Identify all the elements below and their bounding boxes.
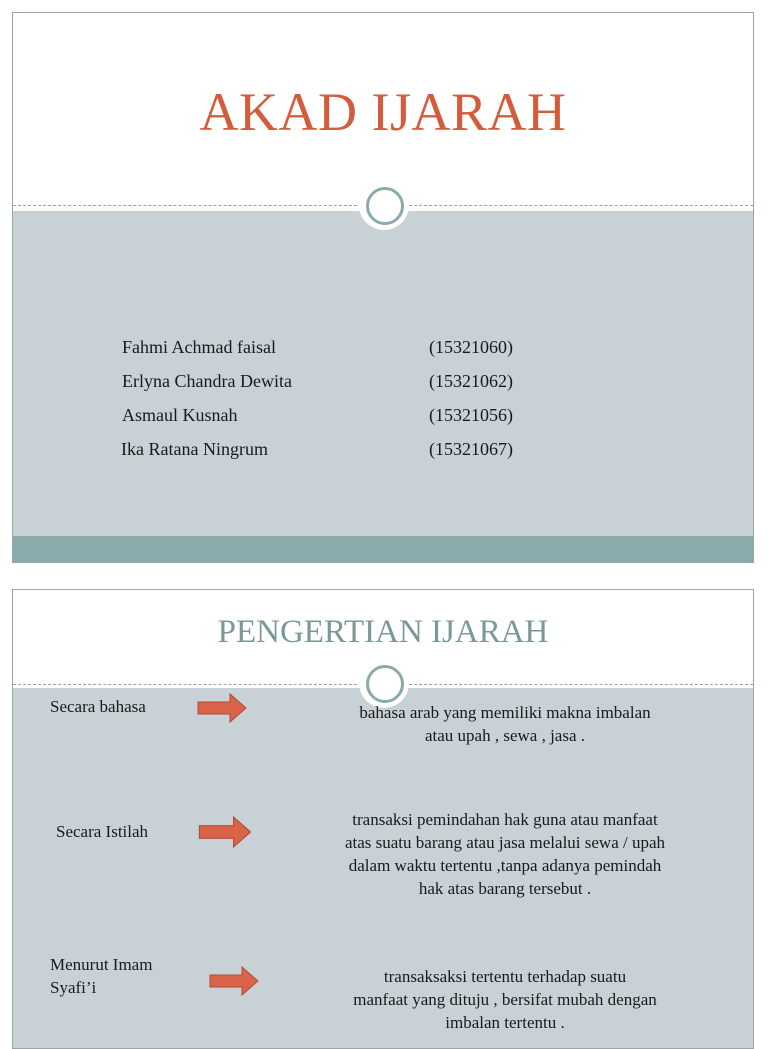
member-name: Ika Ratana Ningrum <box>121 439 268 459</box>
member-name: Erlyna Chandra Dewita <box>122 371 292 391</box>
member-id: (15321067) <box>429 439 513 459</box>
footer-bar <box>13 536 753 562</box>
member-id: (15321060) <box>429 337 513 357</box>
right-arrow-icon <box>197 693 247 723</box>
slide-title <box>12 12 754 563</box>
slide-definition <box>12 589 754 1049</box>
member-id: (15321056) <box>429 405 513 425</box>
definition-label: Menurut Imam Syafi’i <box>50 955 153 997</box>
definition-label: Secara bahasa <box>50 697 146 716</box>
definition-label: Secara Istilah <box>56 822 149 841</box>
slide-title-heading: AKAD IJARAH <box>199 82 567 142</box>
right-arrow-icon <box>197 816 253 848</box>
member-name: Asmaul Kusnah <box>122 405 238 425</box>
right-arrow-icon <box>209 966 259 996</box>
slide-definition-heading: PENGERTIAN IJARAH <box>217 614 549 650</box>
definition-text: transaksi pemindahan hak guna atau manfaat atas suatu barang atau jasa melalui sewa / upah dalam waktu tertentu ,tanpa adanya pemindah hak atas barang tersebut . <box>344 810 666 898</box>
member-id: (15321062) <box>429 371 513 391</box>
definition-text: transaksaksi tertentu terhadap suatu manfaat yang dituju , bersifat mubah dengan imbalan tertentu . <box>353 967 657 1032</box>
definition-text: bahasa arab yang memiliki makna imbalan atau upah , sewa , jasa . <box>359 703 651 745</box>
member-name: Fahmi Achmad faisal <box>122 337 276 357</box>
circle-ornament-icon <box>359 180 409 230</box>
